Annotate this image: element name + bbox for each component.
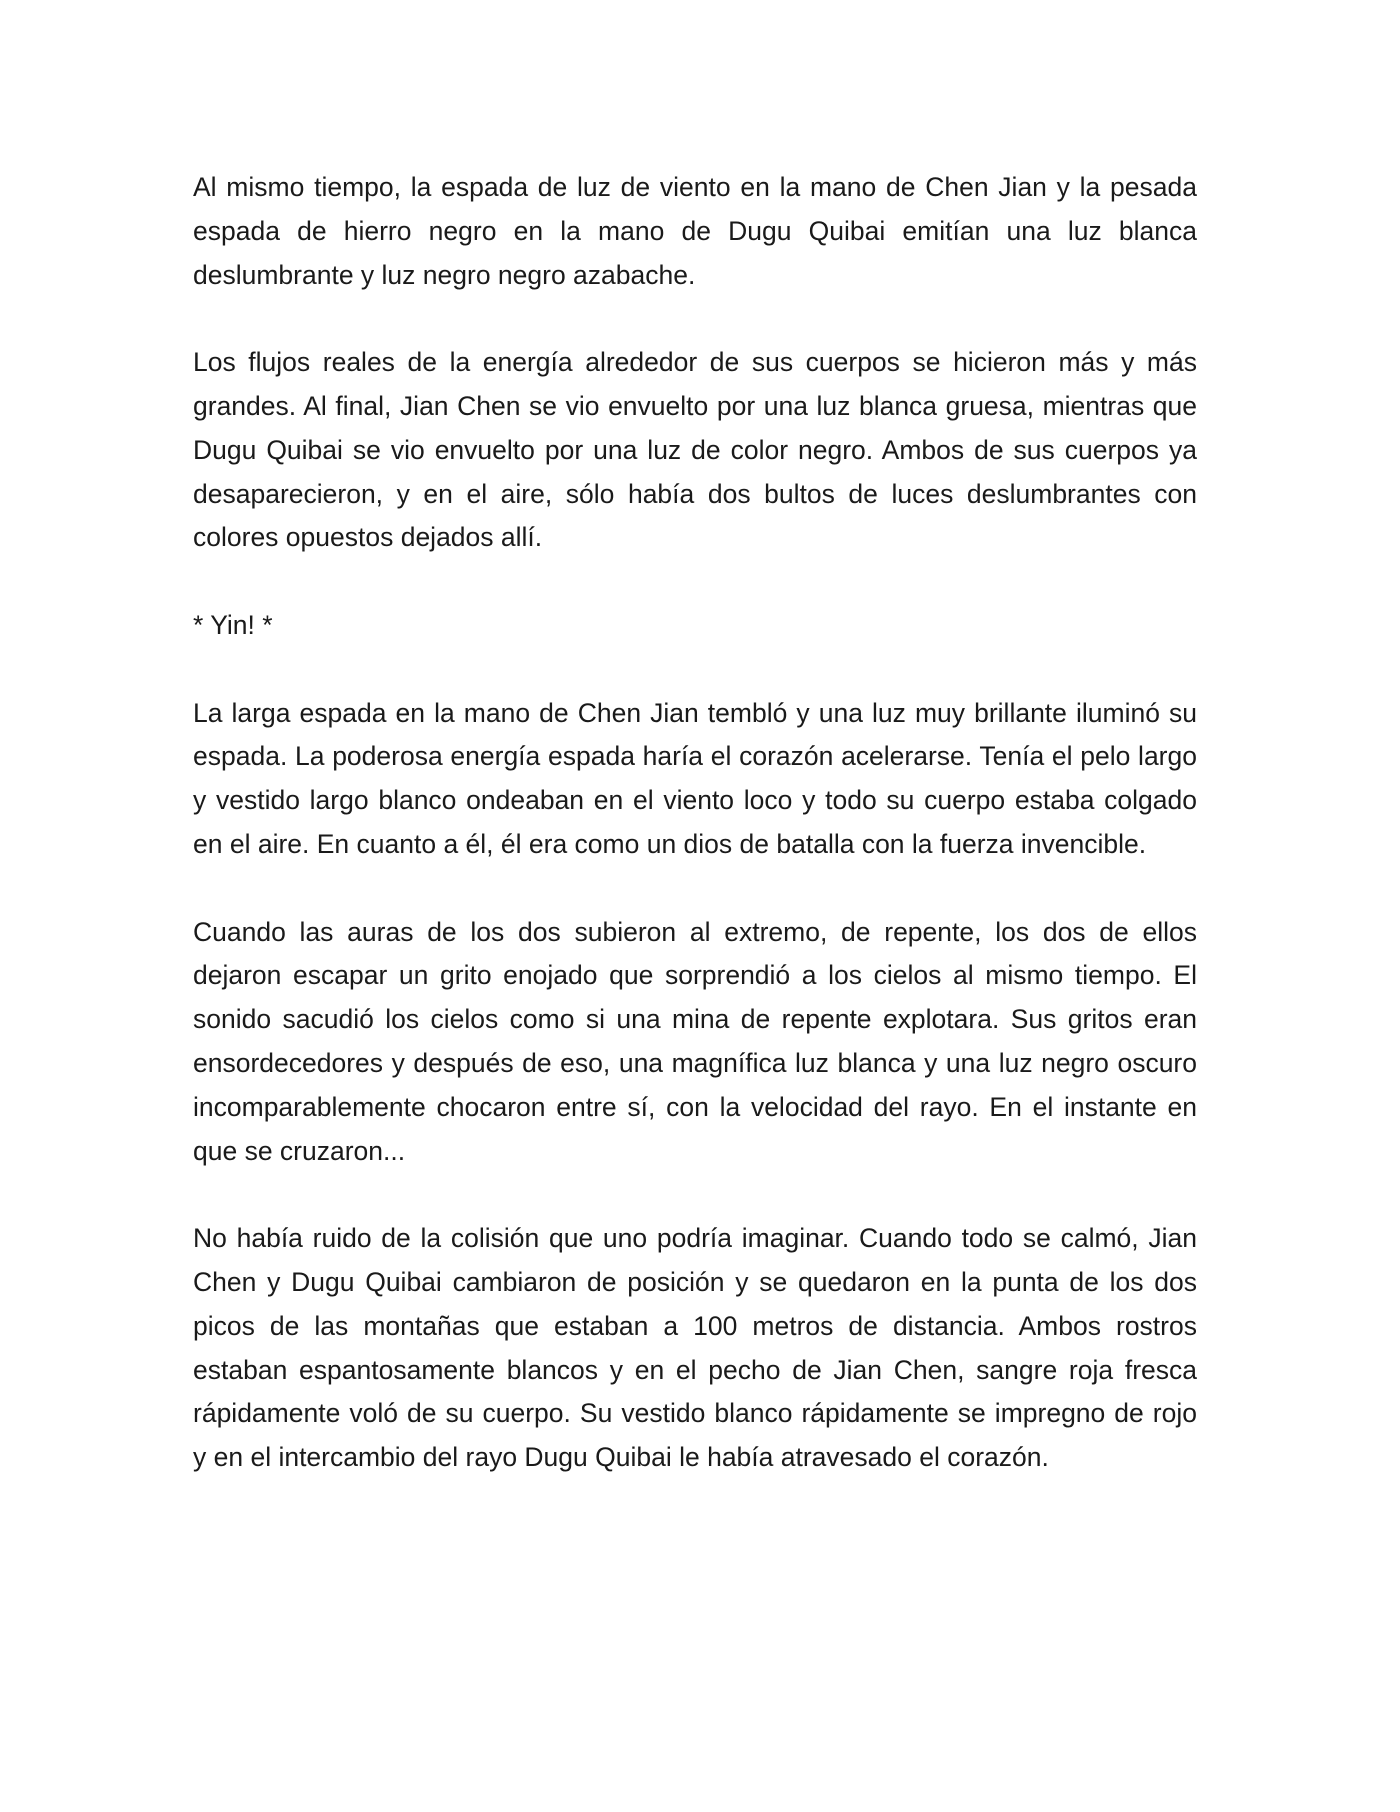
paragraph-3: * Yin! *: [193, 609, 273, 640]
paragraph-4: La larga espada en la mano de Chen Jian tembló y una luz muy brillante iluminó su espada. La poderosa energía espada haría el corazón acelerarse. Tenía el pelo largo y vestido largo blanco ondeaban en el viento loco y todo su cuerpo estaba colgado en el aire. En cuanto a él, él era como un dios de batalla con la fuerza invencible.: [193, 697, 1197, 859]
paragraph-1: Al mismo tiempo, la espada de luz de viento en la mano de Chen Jian y la pesada espada de hierro negro en la mano de Dugu Quibai emitían una luz blanca deslumbrante y luz negro negro azabache.: [193, 172, 1197, 290]
paragraph-2: Los flujos reales de la energía alrededor de sus cuerpos se hicieron más y más grandes. Al final, Jian Chen se vio envuelto por una luz blanca gruesa, mientras que Dugu Quibai se vio envuelto por una luz de color negro. Ambos de sus cuerpos ya desaparecieron, y en el aire, sólo había dos bultos de luces deslumbrantes con colores opuestos dejados allí.: [193, 347, 1197, 553]
paragraph-5: Cuando las auras de los dos subieron al extremo, de repente, los dos de ellos dejaron escapar un grito enojado que sorprendió a los cielos al mismo tiempo. El sonido sacudió los cielos como si una mina de repente explotara. Sus gritos eran ensordecedores y después de eso, una magnífica luz blanca y una luz negro oscuro incomparablemente chocaron entre sí, con la velocidad del rayo. En el instante en que se cruzaron...: [193, 916, 1197, 1166]
paragraph-6: No había ruido de la colisión que uno podría imaginar. Cuando todo se calmó, Jian Chen y Dugu Quibai cambiaron de posición y se quedaron en la punta de los dos picos de las montañas que estaban a 100 metros de distancia. Ambos rostros estaban espantosamente blancos y en el pecho de Jian Chen, sangre roja fresca rápidamente voló de su cuerpo. Su vestido blanco rápidamente se impregno de rojo y en el intercambio del rayo Dugu Quibai le había atravesado el corazón.: [193, 1223, 1197, 1473]
document-body: [193, 166, 1197, 1480]
